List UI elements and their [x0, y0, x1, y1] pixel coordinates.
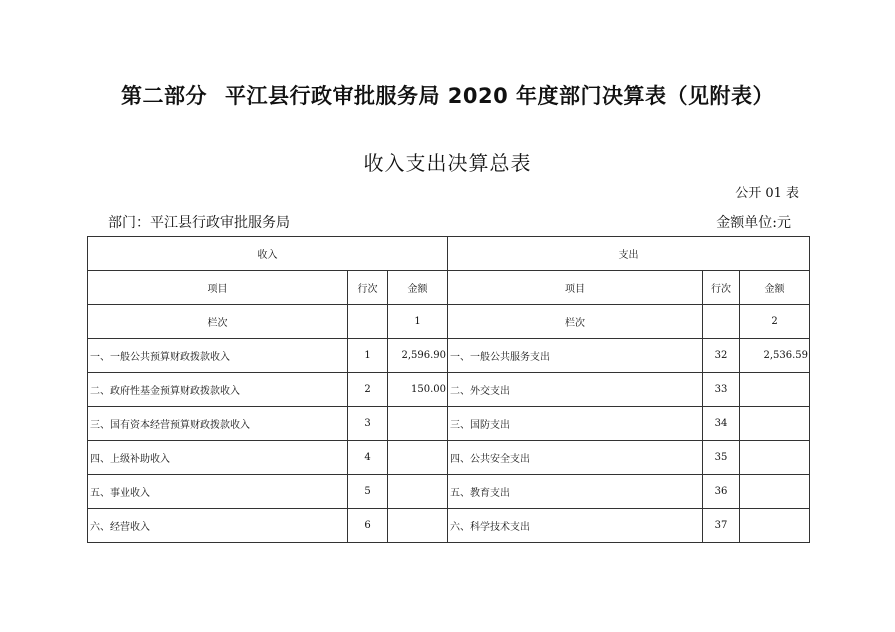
expense-line-no-cell: 37 — [703, 509, 740, 543]
income-line-no-cell: 1 — [348, 339, 388, 373]
income-line-no-cell: 4 — [348, 441, 388, 475]
income-item-cell: 六、经营收入 — [88, 509, 348, 543]
expense-item-cell: 一、一般公共服务支出 — [448, 339, 703, 373]
expense-column-label: 栏次 — [448, 305, 703, 339]
expense-item-cell: 四、公共安全支出 — [448, 441, 703, 475]
column-header-row — [88, 271, 810, 305]
expense-item-header: 项目 — [448, 271, 703, 305]
expense-amount-cell: 2,536.59 — [740, 339, 810, 373]
expense-line-no-cell: 33 — [703, 373, 740, 407]
table-row — [88, 509, 810, 543]
expense-line-no-cell: 34 — [703, 407, 740, 441]
expense-column-number: 2 — [740, 305, 810, 339]
expense-line-no-cell: 36 — [703, 475, 740, 509]
department-label: 部门：平江县行政审批服务局 — [108, 215, 290, 231]
expense-item-cell: 三、国防支出 — [448, 407, 703, 441]
column-number-row — [88, 305, 810, 339]
section-header-row — [88, 237, 810, 271]
expense-header: 支出 — [448, 237, 810, 271]
expense-column-blank — [703, 305, 740, 339]
income-amount-cell — [388, 407, 448, 441]
expense-line-no-cell: 35 — [703, 441, 740, 475]
income-line-no-cell: 6 — [348, 509, 388, 543]
expense-amount-cell — [740, 441, 810, 475]
table-code: 公开 01 表 — [735, 186, 799, 201]
income-item-header: 项目 — [88, 271, 348, 305]
expense-amount-cell — [740, 475, 810, 509]
document-title — [0, 80, 895, 110]
income-line-no-cell: 3 — [348, 407, 388, 441]
income-header: 收入 — [88, 237, 448, 271]
expense-item-cell: 五、教育支出 — [448, 475, 703, 509]
expense-amount-header: 金额 — [740, 271, 810, 305]
amount-unit-label: 金额单位:元 — [716, 215, 791, 231]
income-expense-table — [87, 236, 810, 543]
table-row — [88, 339, 810, 373]
income-item-cell: 三、国有资本经营预算财政拨款收入 — [88, 407, 348, 441]
table-title: 收入支出决算总表 — [363, 151, 532, 175]
income-item-cell: 一、一般公共预算财政拨款收入 — [88, 339, 348, 373]
income-item-cell: 四、上级补助收入 — [88, 441, 348, 475]
expense-amount-cell — [740, 373, 810, 407]
income-amount-header: 金额 — [388, 271, 448, 305]
table-row — [88, 407, 810, 441]
expense-amount-cell — [740, 407, 810, 441]
expense-line-no-cell: 32 — [703, 339, 740, 373]
income-amount-cell: 2,596.90 — [388, 339, 448, 373]
income-amount-cell — [388, 441, 448, 475]
table-row — [88, 441, 810, 475]
income-amount-cell — [388, 475, 448, 509]
income-line-no-cell: 2 — [348, 373, 388, 407]
income-line-no-cell: 5 — [348, 475, 388, 509]
income-column-label: 栏次 — [88, 305, 348, 339]
document-part-label: 第二部分 — [120, 84, 207, 108]
expense-line-header: 行次 — [703, 271, 740, 305]
income-amount-cell — [388, 509, 448, 543]
expense-item-cell: 六、科学技术支出 — [448, 509, 703, 543]
expense-item-cell: 二、外交支出 — [448, 373, 703, 407]
document-title-text: 平江县行政审批服务局 2020 年度部门决算表（见附表） — [224, 84, 775, 108]
income-column-blank — [348, 305, 388, 339]
income-item-cell: 二、政府性基金预算财政拨款收入 — [88, 373, 348, 407]
expense-amount-cell — [740, 509, 810, 543]
income-amount-cell: 150.00 — [388, 373, 448, 407]
table-row — [88, 373, 810, 407]
table-row — [88, 475, 810, 509]
income-line-header: 行次 — [348, 271, 388, 305]
income-item-cell: 五、事业收入 — [88, 475, 348, 509]
income-column-number: 1 — [388, 305, 448, 339]
